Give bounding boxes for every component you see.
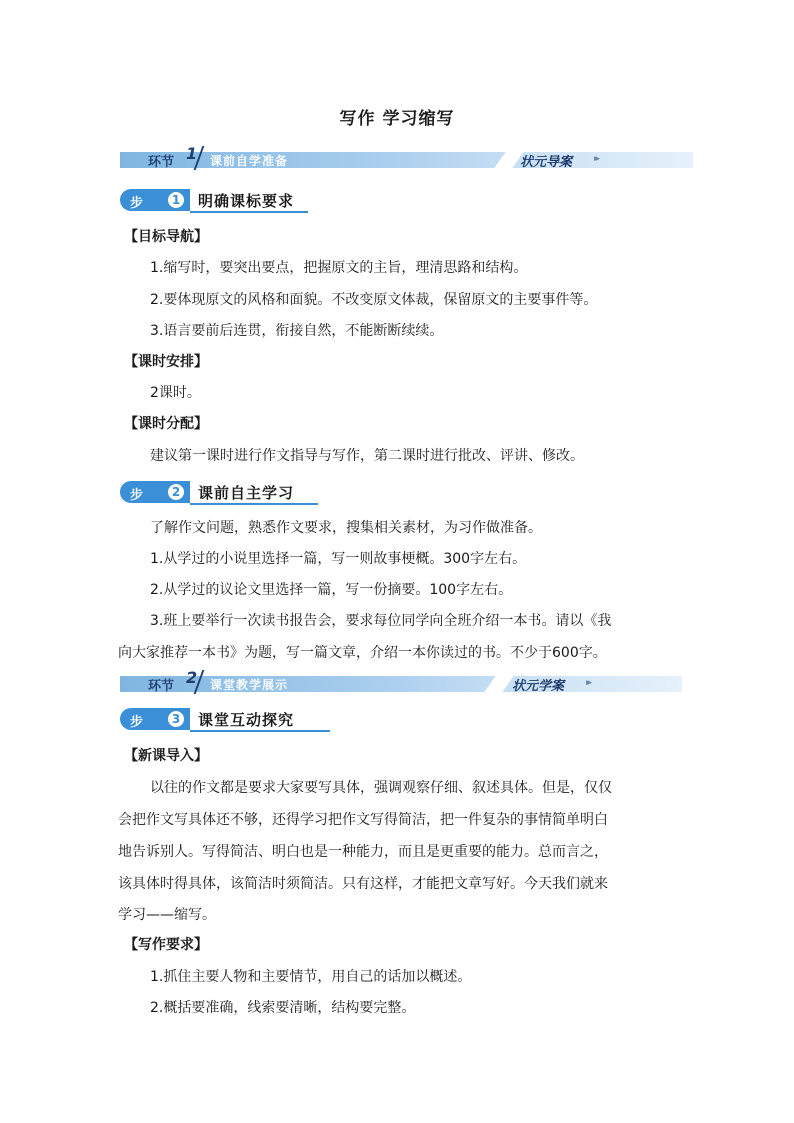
banner-huanjie: 环节 [148, 679, 175, 694]
intro-line-2: 会把作文写具体还不够，还得学习把作文写得简洁，把一件复杂的事情简单明白 [118, 812, 608, 828]
intro-line-5: 学习——缩写。 [118, 907, 216, 923]
step-title: 明确课标要求 [198, 192, 295, 210]
prep-line-1: 了解作文问题，熟悉作文要求，搜集相关素材，为习作做准备。 [150, 520, 542, 536]
banner-huanjie: 环节 [148, 155, 175, 170]
section-heading-schedule: 【课时安排】 [124, 354, 208, 370]
banner-label: 课堂教学展示 [210, 678, 289, 692]
step-number-badge: 2 [168, 484, 184, 500]
goal-item-3: 3.语言要前后连贯，衔接自然，不能断断续续。 [150, 323, 444, 339]
step-underline [190, 211, 308, 213]
banner-right-title: 状元导案 [520, 155, 573, 170]
double-arrow-icon: ▸▸ [586, 678, 590, 688]
double-arrow-icon: ▸▸ [594, 154, 598, 164]
section-heading-allocation: 【课时分配】 [124, 416, 208, 432]
goal-item-1: 1.缩写时，要突出要点，把握原文的主旨，理清思路和结构。 [150, 260, 528, 276]
banner-right-title: 状元学案 [512, 679, 565, 694]
step-title: 课前自主学习 [198, 484, 295, 502]
step-pill-label: 步骤 [130, 715, 144, 749]
banner-bar [120, 152, 693, 168]
allocation-text: 建议第一课时进行作文指导与写作，第二课时进行批改、评讲、修改。 [150, 448, 584, 464]
banner-number: 1 [186, 144, 198, 163]
intro-line-4: 该具体时得具体，该简洁时须简洁。只有这样，才能把文章写好。今天我们就来 [118, 876, 608, 892]
section-heading-requirements: 【写作要求】 [124, 937, 208, 953]
banner-label: 课前自学准备 [210, 154, 289, 168]
intro-line-1: 以往的作文都是要求大家要写具体，强调观察仔细、叙述具体。但是，仅仅 [150, 780, 612, 796]
goal-item-2: 2.要体现原文的风格和面貌。不改变原文体裁，保留原文的主要事件等。 [150, 292, 598, 308]
requirement-item-1: 1.抓住主要人物和主要情节，用自己的话加以概述。 [150, 969, 472, 985]
prep-line-4-continued: 向大家推荐一本书》为题，写一篇文章，介绍一本你读过的书。不少于600字。 [118, 645, 607, 661]
step-underline [190, 730, 330, 732]
section-banner-2 [120, 668, 682, 694]
section-banner-1 [120, 144, 693, 170]
prep-line-3: 2.从学过的议论文里选择一篇，写一份摘要。100字左右。 [150, 582, 513, 598]
schedule-text: 2课时。 [150, 385, 201, 401]
prep-line-4: 3.班上要举行一次读书报告会，要求每位同学向全班介绍一本书。请以《我 [150, 613, 612, 629]
prep-line-2: 1.从学过的小说里选择一篇，写一则故事梗概。300字左右。 [150, 551, 527, 567]
page-title: 写作 学习缩写 [339, 109, 455, 129]
banner-bar [120, 676, 682, 692]
step-pill-label: 步骤 [130, 196, 144, 230]
step-number-badge: 3 [168, 711, 184, 727]
requirement-item-2: 2.概括要准确，线索要清晰，结构要完整。 [150, 1000, 416, 1016]
section-heading-intro: 【新课导入】 [124, 748, 208, 764]
section-heading-goal: 【目标导航】 [124, 229, 208, 245]
intro-line-3: 地告诉别人。写得简洁、明白也是一种能力，而且是更重要的能力。总而言之， [118, 844, 608, 860]
step-pill-label: 步骤 [130, 488, 144, 522]
banner-number: 2 [186, 668, 198, 687]
step-underline [190, 503, 318, 505]
step-title: 课堂互动探究 [198, 711, 295, 729]
step-number-badge: 1 [168, 192, 184, 208]
